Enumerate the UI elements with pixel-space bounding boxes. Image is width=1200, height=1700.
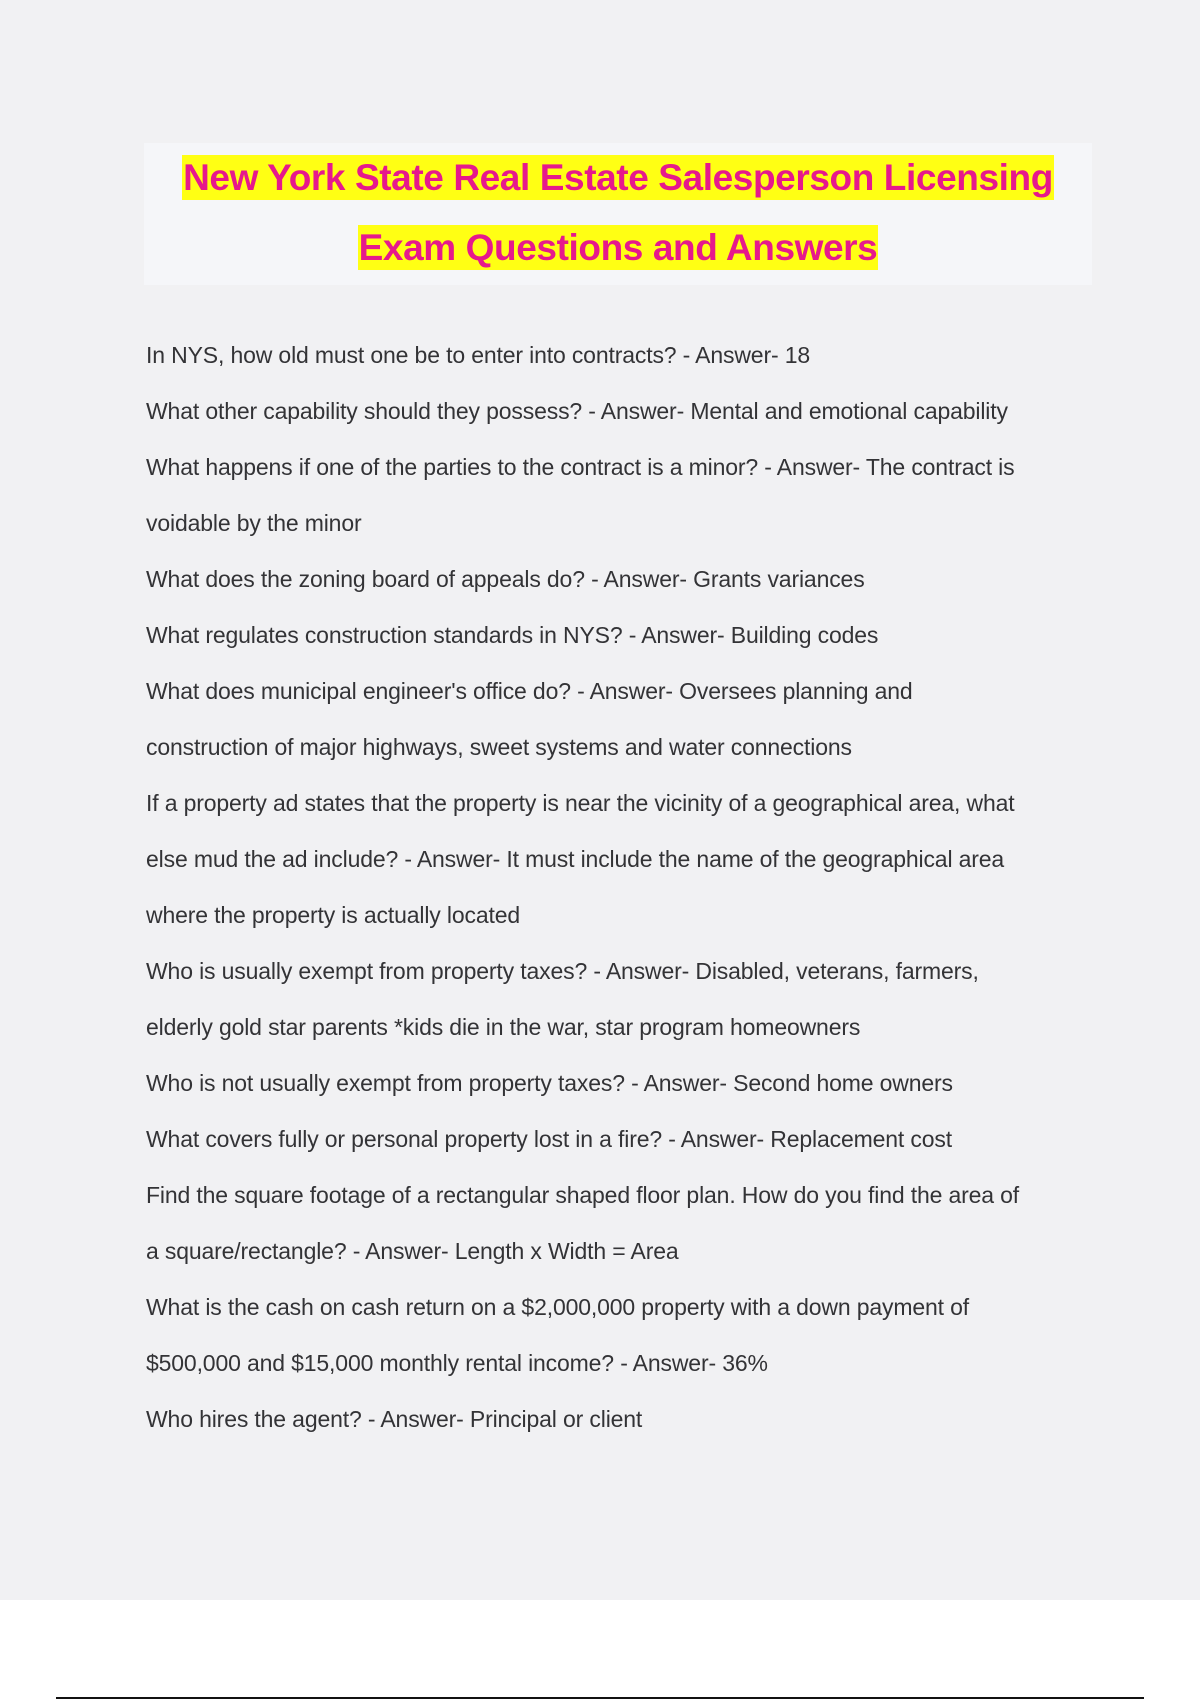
text-line: What does municipal engineer's office do? - Answer- Oversees planning and	[146, 678, 913, 704]
document-title	[144, 143, 1092, 283]
text-line: Who hires the agent? - Answer- Principal or client	[146, 1406, 643, 1432]
text-line: voidable by the minor	[146, 510, 362, 536]
text-line: If a property ad states that the property is near the vicinity of a geographical area, what	[146, 790, 1015, 816]
text-line: What does the zoning board of appeals do? - Answer- Grants variances	[146, 566, 865, 592]
text-line: Find the square footage of a rectangular shaped floor plan. How do you find the area of	[146, 1182, 1020, 1208]
text-line: a square/rectangle? - Answer- Length x Width = Area	[146, 1238, 679, 1264]
text-line: where the property is actually located	[146, 902, 521, 928]
text-line: else mud the ad include? - Answer- It must include the name of the geographical area	[146, 846, 1005, 872]
title-line-2: Exam Questions and Answers	[358, 227, 878, 268]
title-line-1: New York State Real Estate Salesperson Licensing	[183, 157, 1053, 198]
text-line: What other capability should they possess? - Answer- Mental and emotional capability	[146, 398, 1008, 424]
text-line: What covers fully or personal property lost in a fire? - Answer- Replacement cost	[146, 1126, 952, 1152]
text-line: Who is usually exempt from property taxes? - Answer- Disabled, veterans, farmers,	[146, 958, 979, 984]
text-line: What regulates construction standards in NYS? - Answer- Building codes	[146, 622, 879, 648]
title-block	[144, 143, 1092, 285]
text-line: In NYS, how old must one be to enter into contracts? - Answer- 18	[146, 342, 810, 368]
footer-divider	[56, 1697, 1144, 1699]
text-line: What happens if one of the parties to the contract is a minor? - Answer- The contract is	[146, 454, 1015, 480]
text-line: elderly gold star parents *kids die in the war, star program homeowners	[146, 1014, 861, 1040]
qa-body	[146, 327, 1096, 1447]
text-line: $500,000 and $15,000 monthly rental income? - Answer- 36%	[146, 1350, 768, 1376]
text-line: construction of major highways, sweet systems and water connections	[146, 734, 852, 760]
text-line: What is the cash on cash return on a $2,000,000 property with a down payment of	[146, 1294, 970, 1320]
text-line: Who is not usually exempt from property taxes? - Answer- Second home owners	[146, 1070, 953, 1096]
